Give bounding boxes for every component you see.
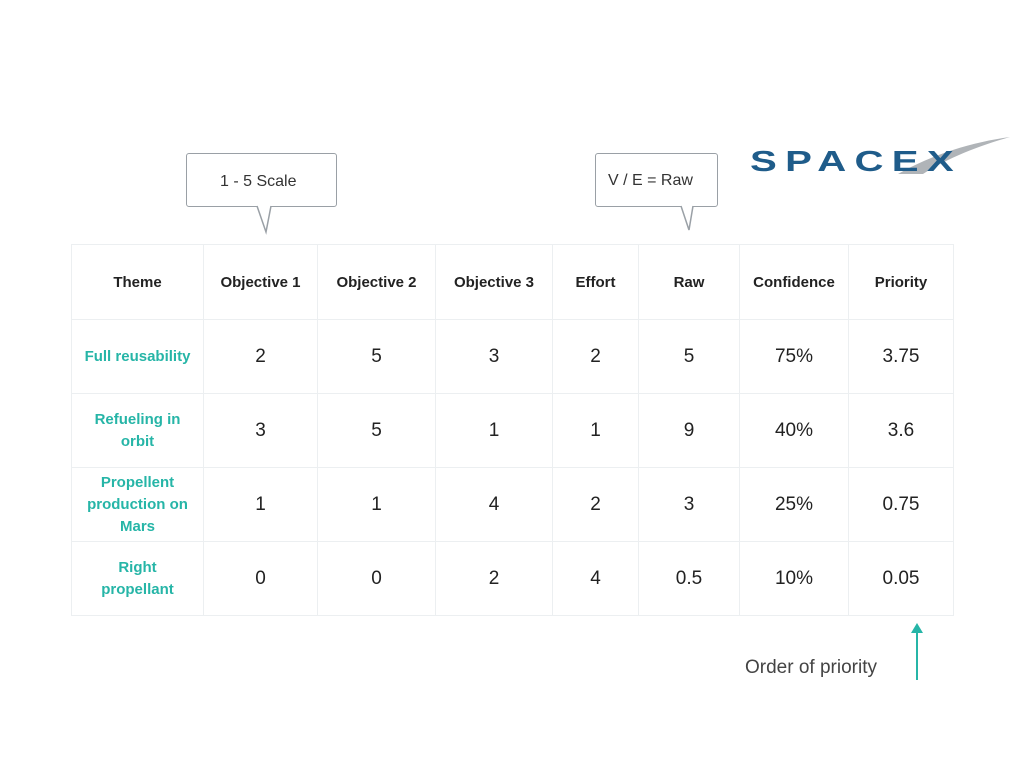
- raw-callout-text: V / E = Raw: [608, 172, 693, 189]
- column-header-theme: Theme: [72, 245, 204, 320]
- table-row: [72, 320, 954, 394]
- objective-2-cell: 5: [318, 320, 436, 394]
- column-header-objective-1: Objective 1: [204, 245, 318, 320]
- effort-cell: 2: [553, 468, 639, 542]
- column-header-objective-2: Objective 2: [318, 245, 436, 320]
- confidence-cell: 10%: [740, 542, 849, 616]
- objective-1-cell: 2: [204, 320, 318, 394]
- theme-text: Propellent production on Mars: [87, 473, 188, 535]
- spacex-logo: [748, 134, 1012, 178]
- logo-wordmark: SPACEX: [750, 146, 962, 178]
- objective-3-cell: 3: [436, 320, 553, 394]
- table-row: [72, 468, 954, 542]
- column-header-effort: Effort: [553, 245, 639, 320]
- theme-cell: [72, 542, 204, 616]
- theme-cell: [72, 394, 204, 468]
- effort-cell: 4: [553, 542, 639, 616]
- objective-2-cell: 0: [318, 542, 436, 616]
- objective-1-cell: 0: [204, 542, 318, 616]
- scale-callout-text: 1 - 5 Scale: [220, 173, 297, 190]
- confidence-cell: 25%: [740, 468, 849, 542]
- objective-2-cell: 5: [318, 394, 436, 468]
- column-header-priority: Priority: [849, 245, 954, 320]
- objective-2-cell: 1: [318, 468, 436, 542]
- priority-cell: 3.6: [849, 394, 954, 468]
- callout-tail-icon: [681, 205, 695, 231]
- objective-3-cell: 2: [436, 542, 553, 616]
- raw-cell: 3: [639, 468, 740, 542]
- raw-cell: 5: [639, 320, 740, 394]
- scale-callout: [186, 153, 337, 207]
- theme-text: Right propellant: [101, 558, 174, 598]
- effort-cell: 2: [553, 320, 639, 394]
- table-row: [72, 394, 954, 468]
- priority-cell: 3.75: [849, 320, 954, 394]
- raw-callout: [595, 153, 718, 207]
- arrow-up-icon: [908, 622, 926, 682]
- priority-cell: 0.05: [849, 542, 954, 616]
- table-header-row: [72, 245, 954, 320]
- column-header-raw: Raw: [639, 245, 740, 320]
- raw-cell: 9: [639, 394, 740, 468]
- effort-cell: 1: [553, 394, 639, 468]
- theme-cell: Full reusability: [72, 320, 204, 394]
- priority-table: [71, 244, 954, 616]
- objective-1-cell: 1: [204, 468, 318, 542]
- raw-cell: 0.5: [639, 542, 740, 616]
- order-of-priority-label: Order of priority: [745, 657, 877, 678]
- objective-1-cell: 3: [204, 394, 318, 468]
- callout-tail-icon: [257, 205, 271, 233]
- theme-text: Refueling in orbit: [94, 410, 181, 450]
- confidence-cell: 40%: [740, 394, 849, 468]
- column-header-objective-3: Objective 3: [436, 245, 553, 320]
- table-row: [72, 542, 954, 616]
- objective-3-cell: 1: [436, 394, 553, 468]
- confidence-cell: 75%: [740, 320, 849, 394]
- theme-cell: [72, 468, 204, 542]
- priority-cell: 0.75: [849, 468, 954, 542]
- objective-3-cell: 4: [436, 468, 553, 542]
- column-header-confidence: Confidence: [740, 245, 849, 320]
